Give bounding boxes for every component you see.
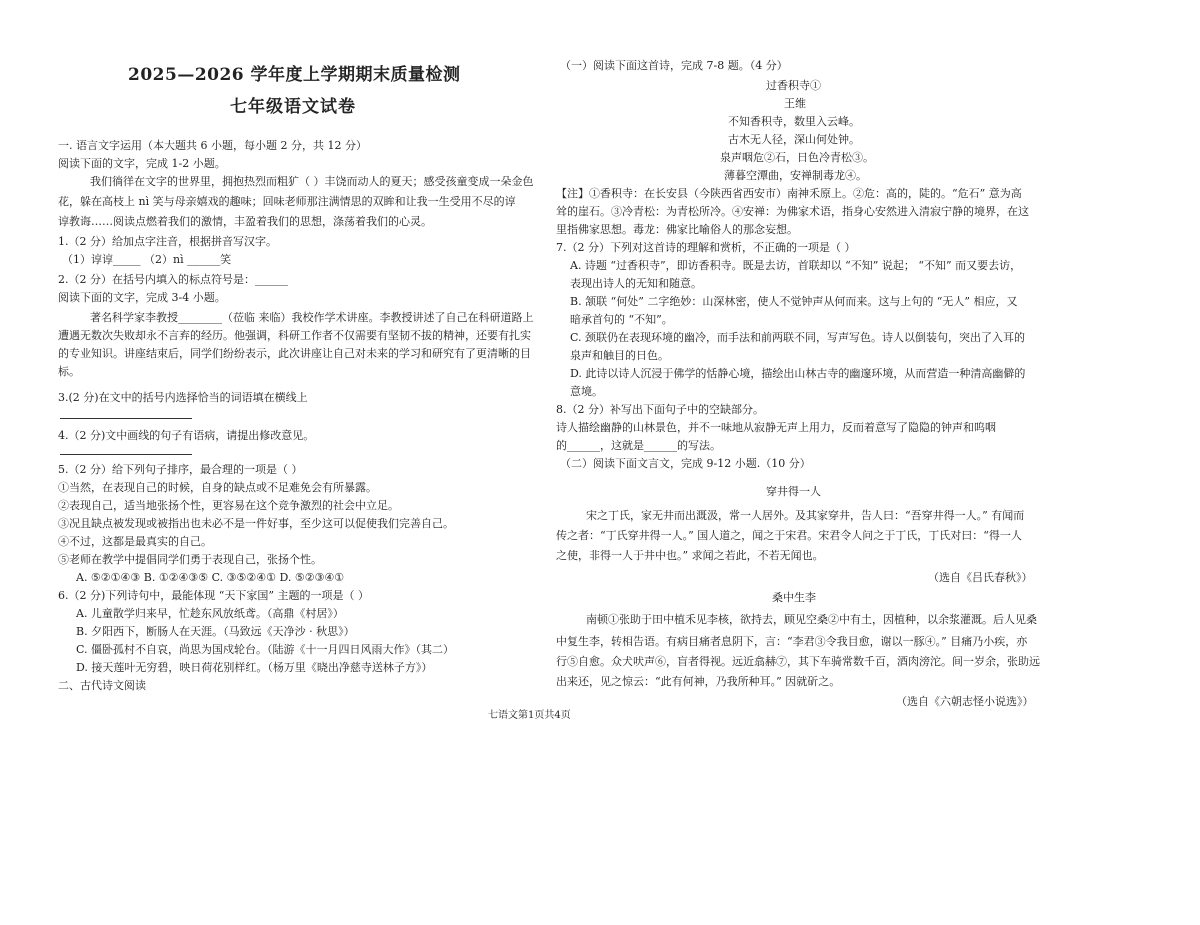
left-text-line: ⑤老师在教学中提倡同学们勇于表现自己，张扬个性。 <box>58 553 322 566</box>
left-text-line: B. 夕阳西下，断肠人在天涯。（马致远《天净沙 · 秋思》） <box>76 625 355 638</box>
left-text-line: 著名科学家李教授________（莅临 来临）我校作学术讲座。李教授讲述了自己在科研道路上 <box>90 311 534 324</box>
left-text-line: 阅读下面的文字，完成 3-4 小题。 <box>58 291 226 304</box>
right-text-line: 中复生李，转相告语。有病目痛者息阴下，言：“李君③令我目愈，谢以一豚④。” 目痛乃小疾，亦 <box>556 635 1028 648</box>
left-text-line: 谆教诲……阅读点燃着我们的激情，丰盈着我们的思想，涤荡着我们的心灵。 <box>58 215 432 228</box>
left-text-line: A. 儿童散学归来早，忙趁东风放纸鸢。（高鼎《村居》） <box>76 607 344 620</box>
right-text-line: 桑中生李 <box>772 591 816 604</box>
left-text-line: 4.（2 分)文中画线的句子有语病，请提出修改意见。 <box>58 429 315 442</box>
left-text-line: 标。 <box>58 365 80 378</box>
right-text-line: 穿井得一人 <box>766 485 821 498</box>
left-text-line: 一. 语言文字运用（本大题共 6 小题，每小题 2 分，共 12 分） <box>58 139 367 152</box>
right-text-line: B. 颔联 “何处” 二字绝妙：山深林密，使人不觉钟声从何而来。这与上句的 “无人” 相应，又 <box>570 295 1018 308</box>
left-text-line: ①当然，在表现自己的时候，自身的缺点或不足难免会有所暴露。 <box>58 481 377 494</box>
left-text-line: （1）谆谆_____ （2）nì ______笑 <box>62 253 232 266</box>
right-text-line: 行⑤自愈。众犬吠声⑥，盲者得视。远近翕赫⑦，其下车骑常数千百，酒肉滂沱。间一岁余，张助远 <box>556 655 1040 668</box>
right-text-line: 之使，非得一人于井中也。” 求闻之若此，不若无闻也。 <box>556 549 824 562</box>
answer-line-3 <box>60 418 192 419</box>
left-text-line: 的专业知识。讲座结束后，同学们纷纷表示，此次讲座让自己对未来的学习和研究有了更清晰的目 <box>58 347 531 360</box>
right-text-line: 【注】①香积寺：在长安县（今陕西省西安市）南神禾原上。②危：高的，陡的。“危石” 意为高 <box>556 187 1022 200</box>
right-text-line: 8.（2 分）补写出下面句子中的空缺部分。 <box>556 403 764 416</box>
left-text-line: 花，躲在高枝上 nì 笑与母亲嬉戏的趣味；回味老师那注满情思的双眸和让我一生受用不尽的谆 <box>58 195 516 208</box>
page-footer: 七语文第1页共4页 <box>488 710 571 721</box>
answer-line-4 <box>60 454 192 455</box>
left-text-line: 阅读下面的文字，完成 1-2 小题。 <box>58 157 226 170</box>
right-text-line: （一）阅读下面这首诗，完成 7-8 题。（4 分） <box>560 59 788 72</box>
right-text-line: 里指佛家思想。毒龙：佛家比喻俗人的那念妄想。 <box>556 223 798 236</box>
right-text-line: 不知香积寺，数里入云峰。 <box>728 115 860 128</box>
right-text-line: 薄暮空潭曲，安禅制毒龙④。 <box>724 169 867 182</box>
left-text-line: C. 僵卧孤村不自哀，尚思为国戍轮台。（陆游《十一月四日风雨大作》（其二） <box>76 643 455 656</box>
right-text-line: 泉声和触目的日色。 <box>570 349 669 362</box>
left-text-line: ③况且缺点被发现或被指出也未必不是一件好事，至少这可以促使我们完善自己。 <box>58 517 454 530</box>
left-text-line: 3.(2 分)在文中的括号内选择恰当的词语填在横线上 <box>58 391 308 404</box>
left-text-line: 5.（2 分）给下列句子排序，最合理的一项是（ ） <box>58 463 303 476</box>
left-text-line: 6.（2 分)下列诗句中，最能体现 “天下家国” 主题的一项是（ ） <box>58 589 370 602</box>
right-text-line: （二）阅读下面文言文，完成 9-12 小题.（10 分） <box>560 457 811 470</box>
left-text-line: 我们徜徉在文字的世界里，拥抱热烈而粗犷（ ）丰饶而动人的夏天；感受孩童变成一朵金色 <box>90 175 534 188</box>
right-text-line: 7.（2 分）下列对这首诗的理解和赏析，不正确的一项是（ ） <box>556 241 856 254</box>
right-text-line: 耸的崖石。③冷青松：为青松所冷。④安禅：为佛家术语，指身心安然进入清寂宁静的境界，在这 <box>556 205 1029 218</box>
right-text-line: 古木无人径，深山何处钟。 <box>728 133 860 146</box>
page-title: 2025—2026 学年度上学期期末质量检测 <box>128 65 461 85</box>
right-text-line: 出来还，见之惊云：“此有何神，乃我所种耳。” 因就斫之。 <box>556 675 841 688</box>
right-text-line: 南顿①张助于田中植禾见李核，欲持去，顾见空桑②中有土，因植种，以余浆灌溉。后人见桑 <box>586 613 1037 626</box>
right-text-line: （选自《吕氏春秋》） <box>928 571 1033 584</box>
right-text-line: 意境。 <box>570 385 603 398</box>
right-text-line: 诗人描绘幽静的山林景色，并不一味地从寂静无声上用力，反而着意写了隐隐的钟声和呜咽 <box>556 421 996 434</box>
left-text-line: 遭遇无数次失败却永不言弃的经历。他强调，科研工作者不仅需要有坚韧不拔的精神，还要有扎实 <box>58 329 531 342</box>
right-text-line: 王维 <box>784 97 806 110</box>
right-text-line: A. 诗题 “过香积寺”，即访香积寺。既是去访，首联却以 “不知” 说起； “不知” 而又要去访， <box>570 259 1022 272</box>
right-text-line: 传之者：“丁氏穿井得一人。” 国人道之，闻之于宋君。宋君令人问之于丁氏，丁氏对曰：“得一人 <box>556 529 1022 542</box>
left-text-line: D. 接天莲叶无穷碧，映日荷花别样红。（杨万里《晓出净慈寺送林子方》） <box>76 661 433 674</box>
page-subtitle: 七年级语文试卷 <box>230 97 356 117</box>
left-text-line: ④不过，这都是最真实的自己。 <box>58 535 212 548</box>
right-text-line: 泉声咽危②石，日色冷青松③。 <box>720 151 874 164</box>
right-text-line: 暗承首句的 “不知”。 <box>570 313 673 326</box>
right-text-line: C. 颈联仍在表现环境的幽冷，而手法和前两联不同，写声写色。诗人以倒装句，突出了入耳的 <box>570 331 1026 344</box>
left-text-line: 1.（2 分）给加点字注音，根据拼音写汉字。 <box>58 235 277 248</box>
left-text-line: 2.（2 分）在括号内填入的标点符号是：______ <box>58 273 288 286</box>
right-text-line: 的______，这就是______的写法。 <box>556 439 721 452</box>
right-text-line: D. 此诗以诗人沉浸于佛学的恬静心境，描绘出山林古寺的幽邃环境，从而营造一种清高幽僻的 <box>570 367 1026 380</box>
left-text-line: A. ⑤②①④③ B. ①②④③⑤ C. ③⑤②④① D. ⑤②③④① <box>76 571 345 584</box>
right-text-line: 宋之丁氏，家无井而出溉汲，常一人居外。及其家穿井，告人曰：“吾穿井得一人。” 有闻而 <box>586 509 1025 522</box>
left-text-line: 二、古代诗文阅读 <box>58 679 146 692</box>
right-text-line: 表现出诗人的无知和随意。 <box>570 277 702 290</box>
left-text-line: ②表现自己，适当地张扬个性，更容易在这个竞争激烈的社会中立足。 <box>58 499 399 512</box>
right-text-line: 过香积寺① <box>766 79 821 92</box>
right-text-line: （选自《六朝志怪小说选》） <box>896 695 1034 708</box>
